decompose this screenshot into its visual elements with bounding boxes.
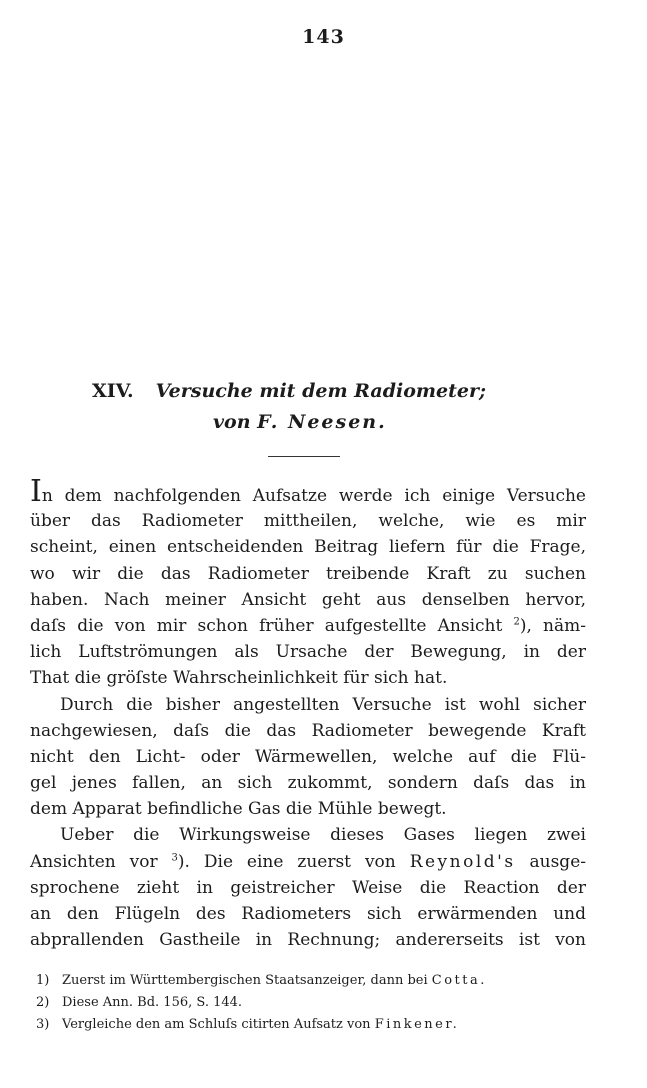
text-line: über das Radiometer mittheilen, welche, wie es mir xyxy=(30,511,586,532)
text-line: nachgewiesen, daſs die das Radiometer bewegende Kraft xyxy=(30,720,586,741)
footnote-ref: 3 xyxy=(171,851,178,863)
text-line: Ueber die Wirkungsweise dieses Gases liegen zwei xyxy=(60,825,586,846)
text-line: wo wir die das Radiometer treibende Kraft zu suchen xyxy=(30,563,586,584)
footnote-number: 2) xyxy=(36,995,50,1010)
text-line: lich Luftströmungen als Ursache der Bewegung, in der xyxy=(30,642,586,663)
body-text xyxy=(30,474,587,953)
footnote: 1) Zuerst im Württembergischen Staatsanzeiger, dann bei Cotta. xyxy=(36,970,596,992)
text-line: haben. Nach meiner Ansicht geht aus denselben hervor, xyxy=(30,589,586,610)
title-main: Versuche mit dem Radiometer; xyxy=(155,380,486,402)
text-line: Ansichten vor $^3$). Die eine zuerst von Reynold's ausge- xyxy=(30,851,586,872)
text-line: nicht den Licht- oder Wärmewellen, welche auf die Flü- xyxy=(30,746,586,767)
text-line: daſs die von mir schon früher aufgestellte Ansicht $^2$), näm- xyxy=(30,615,587,636)
footnotes xyxy=(36,970,596,1036)
footnote-number: 3) xyxy=(36,1017,50,1032)
footnote-ref: 2 xyxy=(513,616,520,628)
text-line: gel jenes fallen, an sich zukommt, sondern daſs das in xyxy=(30,773,586,794)
title-line-2 xyxy=(213,411,387,433)
drop-cap: I xyxy=(30,474,42,509)
person-name: Cotta. xyxy=(431,973,487,988)
text-line: an den Flügeln des Radiometers sich erwärmenden und xyxy=(30,904,586,924)
footnote-number: 1) xyxy=(36,973,50,988)
footnote: 2) Diese Ann. Bd. 156, S. 144. xyxy=(36,992,596,1014)
text-line: Durch die bisher angestellten Versuche ist wohl sicher xyxy=(60,694,586,715)
title-by: von xyxy=(213,411,251,433)
title-line-1 xyxy=(92,380,486,402)
title-divider xyxy=(268,456,340,457)
text-line: In dem nachfolgenden Aufsatze werde ich einige Versuche xyxy=(30,474,586,509)
text-line: sprochene zieht in geistreicher Weise die Reaction der xyxy=(30,877,586,898)
text-line: scheint, einen entscheidenden Beitrag liefern für die Frage, xyxy=(30,537,586,558)
text-line: abprallenden Gastheile in Rechnung; andererseits ist von xyxy=(30,930,586,951)
page-number: 143 xyxy=(302,26,345,48)
person-name: Finkener. xyxy=(374,1017,460,1032)
footnote: 3) Vergleiche den am Schluſs citirten Aufsatz von Finkener. xyxy=(36,1014,596,1036)
title-author: F. Neesen. xyxy=(257,411,387,433)
text-line: That die gröſste Wahrscheinlichkeit für sich hat. xyxy=(30,668,448,689)
text-line: dem Apparat befindliche Gas die Mühle bewegt. xyxy=(30,799,447,820)
title-numeral: XIV. xyxy=(92,380,134,402)
person-name: Reynold's xyxy=(409,851,516,872)
